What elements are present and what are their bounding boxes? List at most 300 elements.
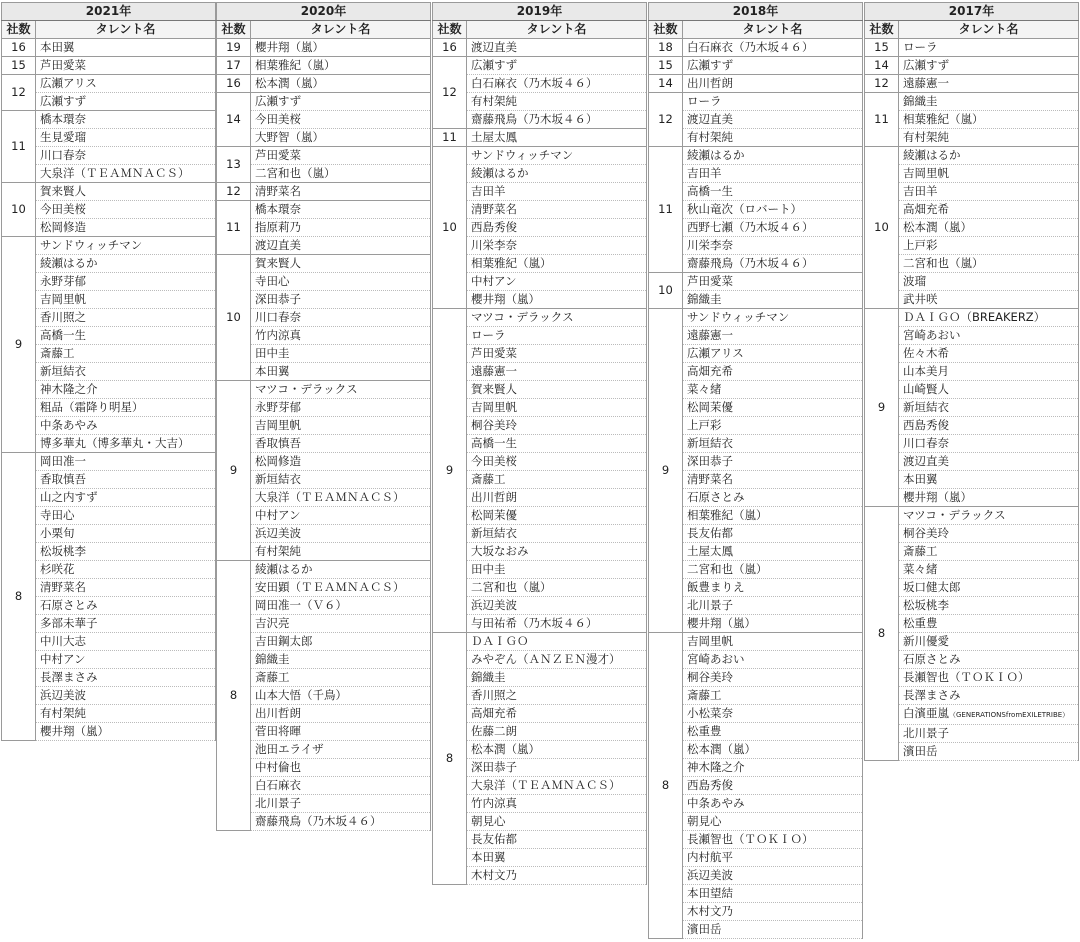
talent-name: マツコ・デラックス xyxy=(899,507,1079,525)
talent-name: 石原さとみ xyxy=(36,597,216,615)
talent-name: 生見愛瑠 xyxy=(36,129,216,147)
talent-name: 内村航平 xyxy=(683,849,863,867)
talent-name: 白石麻衣 xyxy=(251,777,431,795)
talent-name: 西島秀俊 xyxy=(899,417,1079,435)
talent-name: 白石麻衣（乃木坂４６） xyxy=(467,75,647,93)
talent-name: 賀来賢人 xyxy=(36,183,216,201)
table-row xyxy=(217,381,431,399)
talent-name: 出川哲朗 xyxy=(467,489,647,507)
talent-name: 永野芽郁 xyxy=(36,273,216,291)
talent-name: 坂口健太郎 xyxy=(899,579,1079,597)
talent-name: 神木隆之介 xyxy=(683,759,863,777)
talent-name: 二宮和也（嵐） xyxy=(683,561,863,579)
talent-name: 博多華丸（博多華丸・大吉） xyxy=(36,435,216,453)
count-header: 社数 xyxy=(2,21,36,39)
talent-name: 桐谷美玲 xyxy=(899,525,1079,543)
table-row xyxy=(2,75,216,93)
talent-name: 遠藤憲一 xyxy=(899,75,1079,93)
talent-name: 高橋一生 xyxy=(467,435,647,453)
table-row xyxy=(217,39,431,57)
company-count: 17 xyxy=(217,57,251,75)
talent-name: 櫻井翔（嵐） xyxy=(36,723,216,741)
talent-name: 吉岡里帆 xyxy=(467,399,647,417)
company-count: 15 xyxy=(649,57,683,75)
talent-name: 中村倫也 xyxy=(251,759,431,777)
company-count: 19 xyxy=(217,39,251,57)
talent-name: 高橋一生 xyxy=(683,183,863,201)
talent-name: 高畑充希 xyxy=(899,201,1079,219)
talent-name: 桐谷美玲 xyxy=(683,669,863,687)
talent-name: 小松菜奈 xyxy=(683,705,863,723)
talent-name: 高畑充希 xyxy=(467,705,647,723)
talent-name: 二宮和也（嵐） xyxy=(899,255,1079,273)
table-row xyxy=(649,633,863,651)
talent-name: 岡田准一（Ｖ６） xyxy=(251,597,431,615)
talent-name: 寺田心 xyxy=(36,507,216,525)
talent-name: 綾瀬はるか xyxy=(36,255,216,273)
table-row xyxy=(649,273,863,291)
talent-name: 有村架純 xyxy=(467,93,647,111)
talent-name: 齋藤飛鳥（乃木坂４６） xyxy=(251,813,431,831)
talent-name: 田中圭 xyxy=(467,561,647,579)
table-row xyxy=(433,633,647,651)
talent-name: 池田エライザ xyxy=(251,741,431,759)
talent-name: 渡辺直美 xyxy=(683,111,863,129)
company-count: 15 xyxy=(865,39,899,57)
talent-name: 芦田愛菜 xyxy=(683,273,863,291)
talent-name: 本田翼 xyxy=(899,471,1079,489)
talent-name: 清野菜名 xyxy=(467,201,647,219)
talent-name: 浜辺美波 xyxy=(683,867,863,885)
talent-name: 与田祐希（乃木坂４６） xyxy=(467,615,647,633)
talent-name: 吉田鋼太郎 xyxy=(251,633,431,651)
count-header: 社数 xyxy=(865,21,899,39)
company-count: 16 xyxy=(2,39,36,57)
company-count: 10 xyxy=(649,273,683,309)
talent-name: 二宮和也（嵐） xyxy=(467,579,647,597)
talent-name: 齋藤飛鳥（乃木坂４６） xyxy=(467,111,647,129)
company-count: 8 xyxy=(2,453,36,741)
year-title: 2017年 xyxy=(865,3,1079,21)
talent-name: 白石麻衣（乃木坂４６） xyxy=(683,39,863,57)
talent-name: 斎藤工 xyxy=(251,669,431,687)
table-row xyxy=(217,57,431,75)
talent-header: タレント名 xyxy=(36,21,216,39)
talent-name: 齋藤飛鳥（乃木坂４６） xyxy=(683,255,863,273)
company-count: 9 xyxy=(649,309,683,633)
talent-name: 神木隆之介 xyxy=(36,381,216,399)
talent-name: 浜辺美波 xyxy=(36,687,216,705)
company-count: 10 xyxy=(433,147,467,309)
count-header: 社数 xyxy=(433,21,467,39)
talent-name: 綾瀬はるか xyxy=(683,147,863,165)
talent-name: 相葉雅紀（嵐） xyxy=(899,111,1079,129)
talent-name: 本田翼 xyxy=(467,849,647,867)
talent-name: 朝見心 xyxy=(683,813,863,831)
talent-name: 松本潤（嵐） xyxy=(251,75,431,93)
table-row xyxy=(2,39,216,57)
talent-name: 竹内涼真 xyxy=(467,795,647,813)
talent-name: 粗品（霜降り明星） xyxy=(36,399,216,417)
talent-name: 松本潤（嵐） xyxy=(899,219,1079,237)
talent-name: 出川哲朗 xyxy=(683,75,863,93)
talent-name: 吉田羊 xyxy=(899,183,1079,201)
talent-name: 遠藤憲一 xyxy=(683,327,863,345)
talent-name: 遠藤憲一 xyxy=(467,363,647,381)
table-row xyxy=(217,201,431,219)
talent-header: タレント名 xyxy=(251,21,431,39)
talent-name: 松本潤（嵐） xyxy=(683,741,863,759)
company-count: 11 xyxy=(217,201,251,255)
talent-name: 石原さとみ xyxy=(683,489,863,507)
year-table-2017 xyxy=(864,2,1079,761)
talent-name: 清野菜名 xyxy=(683,471,863,489)
group-suffix: （GENERATIONSfromEXILETRIBE） xyxy=(949,711,1070,719)
talent-name: 櫻井翔（嵐） xyxy=(899,489,1079,507)
talent-name: 木村文乃 xyxy=(467,867,647,885)
talent-name: 木村文乃 xyxy=(683,903,863,921)
talent-name: 新垣結衣 xyxy=(683,435,863,453)
talent-name: 松岡修造 xyxy=(36,219,216,237)
talent-name: 秋山竜次（ロバート） xyxy=(683,201,863,219)
talent-name: ＤＡＩＧＯ（BREAKERZ） xyxy=(899,309,1079,327)
year-table-2020 xyxy=(216,2,431,831)
company-count: 10 xyxy=(2,183,36,237)
talent-name: 桐谷美玲 xyxy=(467,417,647,435)
company-count: 15 xyxy=(2,57,36,75)
talent-name: 朝見心 xyxy=(467,813,647,831)
table-row xyxy=(433,309,647,327)
talent-name: 佐藤二朗 xyxy=(467,723,647,741)
talent-name: 櫻井翔（嵐） xyxy=(251,39,431,57)
talent-name: 大野智（嵐） xyxy=(251,129,431,147)
talent-name: 北川景子 xyxy=(683,597,863,615)
company-count: 13 xyxy=(217,147,251,183)
talent-name: 吉岡里帆 xyxy=(251,417,431,435)
talent-name: 川栄李奈 xyxy=(467,237,647,255)
table-row xyxy=(2,183,216,201)
talent-name: 大坂なおみ xyxy=(467,543,647,561)
table-row xyxy=(649,147,863,165)
talent-name: 杉咲花 xyxy=(36,561,216,579)
talent-name: 斎藤工 xyxy=(683,687,863,705)
talent-name: 錦織圭 xyxy=(467,669,647,687)
talent-name: 芦田愛菜 xyxy=(467,345,647,363)
talent-name: 広瀬アリス xyxy=(683,345,863,363)
table-row xyxy=(2,111,216,129)
talent-name: 吉沢亮 xyxy=(251,615,431,633)
talent-name: 清野菜名 xyxy=(36,579,216,597)
table-row xyxy=(433,129,647,147)
talent-name: マツコ・デラックス xyxy=(251,381,431,399)
talent-name: 大泉洋（ＴＥＡＭＮＡＣＳ） xyxy=(251,489,431,507)
talent-name: サンドウィッチマン xyxy=(683,309,863,327)
talent-name: 松重豊 xyxy=(683,723,863,741)
talent-name: 今田美桜 xyxy=(467,453,647,471)
talent-name: ＤＡＩＧＯ xyxy=(467,633,647,651)
table-row xyxy=(217,147,431,165)
company-count: 8 xyxy=(865,507,899,761)
company-count: 12 xyxy=(865,75,899,93)
year-table-2018 xyxy=(648,2,863,939)
table-row xyxy=(649,309,863,327)
talent-name: 川口春奈 xyxy=(36,147,216,165)
year-table-2021 xyxy=(1,2,216,741)
talent-name: 安田顕（ＴＥＡＭＮＡＣＳ） xyxy=(251,579,431,597)
talent-name: 芦田愛菜 xyxy=(251,147,431,165)
year-title: 2019年 xyxy=(433,3,647,21)
talent-name: 清野菜名 xyxy=(251,183,431,201)
talent-name: 広瀬アリス xyxy=(36,75,216,93)
talent-header: タレント名 xyxy=(683,21,863,39)
talent-name: 新川優愛 xyxy=(899,633,1079,651)
talent-name: 斎藤工 xyxy=(467,471,647,489)
talent-name: 松本潤（嵐） xyxy=(467,741,647,759)
talent-name: 西島秀俊 xyxy=(683,777,863,795)
company-count: 14 xyxy=(649,75,683,93)
talent-name: 橋本環奈 xyxy=(36,111,216,129)
talent-name: 中条あやみ xyxy=(683,795,863,813)
talent-name: 吉田羊 xyxy=(467,183,647,201)
company-count: 10 xyxy=(865,147,899,309)
talent-name: 渡辺直美 xyxy=(467,39,647,57)
company-count: 14 xyxy=(865,57,899,75)
talent-name: 指原莉乃 xyxy=(251,219,431,237)
talent-name: 吉岡里帆 xyxy=(899,165,1079,183)
talent-name: 櫻井翔（嵐） xyxy=(467,291,647,309)
company-count: 11 xyxy=(433,129,467,147)
company-count: 11 xyxy=(865,93,899,147)
talent-name: 広瀬すず xyxy=(467,57,647,75)
company-count: 12 xyxy=(433,57,467,129)
talent-name: 菅田将暉 xyxy=(251,723,431,741)
company-count: 12 xyxy=(217,183,251,201)
table-row xyxy=(2,237,216,255)
talent-name: 上戸彩 xyxy=(683,417,863,435)
table-row xyxy=(217,255,431,273)
talent-name: 北川景子 xyxy=(899,725,1079,743)
company-count: 10 xyxy=(217,255,251,381)
talent-name: 賀来賢人 xyxy=(467,381,647,399)
table-row xyxy=(2,57,216,75)
company-count: 8 xyxy=(433,633,467,885)
talent-name: 有村架純 xyxy=(36,705,216,723)
talent-name: 松坂桃李 xyxy=(36,543,216,561)
talent-name: 西野七瀬（乃木坂４６） xyxy=(683,219,863,237)
talent-name: 深田恭子 xyxy=(251,291,431,309)
talent-name: 綾瀬はるか xyxy=(899,147,1079,165)
talent-name: 深田恭子 xyxy=(683,453,863,471)
talent-name: 中条あやみ xyxy=(36,417,216,435)
talent-name: 上戸彩 xyxy=(899,237,1079,255)
table-row xyxy=(865,507,1079,525)
table-row xyxy=(865,309,1079,327)
talent-name: 川口春奈 xyxy=(251,309,431,327)
company-count: 18 xyxy=(649,39,683,57)
talent-name: みやぞん（ＡＮＺＥＮ漫才） xyxy=(467,651,647,669)
year-title: 2018年 xyxy=(649,3,863,21)
talent-name: ローラ xyxy=(467,327,647,345)
talent-name: 渡辺直美 xyxy=(251,237,431,255)
talent-name: 濱田岳 xyxy=(899,743,1079,761)
talent-name: 白濱亜嵐（GENERATIONSfromEXILETRIBE） xyxy=(899,705,1079,725)
talent-name: 山本美月 xyxy=(899,363,1079,381)
talent-name: 松坂桃李 xyxy=(899,597,1079,615)
count-header: 社数 xyxy=(217,21,251,39)
talent-header: タレント名 xyxy=(467,21,647,39)
talent-name: サンドウィッチマン xyxy=(467,147,647,165)
talent-name: 菜々緒 xyxy=(683,381,863,399)
talent-name: 長澤まさみ xyxy=(36,669,216,687)
talent-name: 香取慎吾 xyxy=(36,471,216,489)
talent-name: 賀来賢人 xyxy=(251,255,431,273)
table-row xyxy=(433,147,647,165)
table-row xyxy=(865,39,1079,57)
talent-name: 橋本環奈 xyxy=(251,201,431,219)
talent-name: 田中圭 xyxy=(251,345,431,363)
talent-name: 浜辺美波 xyxy=(467,597,647,615)
talent-name: 山之内すず xyxy=(36,489,216,507)
table-row xyxy=(649,57,863,75)
year-title: 2020年 xyxy=(217,3,431,21)
talent-name: 武井咲 xyxy=(899,291,1079,309)
company-count: 12 xyxy=(649,93,683,147)
talent-name: 新垣結衣 xyxy=(899,399,1079,417)
talent-name: 山崎賢人 xyxy=(899,381,1079,399)
talent-name: 多部未華子 xyxy=(36,615,216,633)
talent-name: 長澤まさみ xyxy=(899,687,1079,705)
table-row xyxy=(649,93,863,111)
talent-name: 今田美桜 xyxy=(36,201,216,219)
table-row xyxy=(649,39,863,57)
talent-name: 竹内涼真 xyxy=(251,327,431,345)
talent-name: 高畑充希 xyxy=(683,363,863,381)
talent-name: 綾瀬はるか xyxy=(251,561,431,579)
talent-name: 有村架純 xyxy=(251,543,431,561)
talent-name: 広瀬すず xyxy=(36,93,216,111)
talent-name: 相葉雅紀（嵐） xyxy=(683,507,863,525)
talent-name: サンドウィッチマン xyxy=(36,237,216,255)
talent-name: 斎藤工 xyxy=(899,543,1079,561)
company-count: 9 xyxy=(217,381,251,561)
talent-name: 飯豊まりえ xyxy=(683,579,863,597)
talent-name: 長瀬智也（ＴＯＫＩＯ） xyxy=(683,831,863,849)
company-count: 8 xyxy=(217,561,251,831)
talent-name: 有村架純 xyxy=(683,129,863,147)
talent-name: 菜々緒 xyxy=(899,561,1079,579)
talent-name: 中村アン xyxy=(467,273,647,291)
table-row xyxy=(865,147,1079,165)
table-row xyxy=(217,75,431,93)
talent-name: 櫻井翔（嵐） xyxy=(683,615,863,633)
talent-name: 寺田心 xyxy=(251,273,431,291)
talent-name: 出川哲朗 xyxy=(251,705,431,723)
talent-name: 小栗旬 xyxy=(36,525,216,543)
talent-name: 錦織圭 xyxy=(251,651,431,669)
talent-name: 浜辺美波 xyxy=(251,525,431,543)
talent-name: 永野芽郁 xyxy=(251,399,431,417)
talent-name: 石原さとみ xyxy=(899,651,1079,669)
talent-name: 高橋一生 xyxy=(36,327,216,345)
talent-name: 中村アン xyxy=(36,651,216,669)
talent-name: 綾瀬はるか xyxy=(467,165,647,183)
talent-name: 吉岡里帆 xyxy=(36,291,216,309)
company-count: 12 xyxy=(2,75,36,111)
talent-name: 相葉雅紀（嵐） xyxy=(467,255,647,273)
company-count: 9 xyxy=(433,309,467,633)
talent-name: 濱田岳 xyxy=(683,921,863,939)
talent-name: 錦織圭 xyxy=(683,291,863,309)
talent-name: 深田恭子 xyxy=(467,759,647,777)
talent-name: 渡辺直美 xyxy=(899,453,1079,471)
talent-name: 宮崎あおい xyxy=(683,651,863,669)
table-row xyxy=(865,75,1079,93)
table-row xyxy=(217,93,431,111)
table-row xyxy=(217,183,431,201)
talent-name: 広瀬すず xyxy=(899,57,1079,75)
talent-name: 斎藤工 xyxy=(36,345,216,363)
talent-name: 岡田准一 xyxy=(36,453,216,471)
talent-header: タレント名 xyxy=(899,21,1079,39)
company-count: 9 xyxy=(865,309,899,507)
talent-name: 香取慎吾 xyxy=(251,435,431,453)
company-count: 11 xyxy=(2,111,36,183)
talent-name: 広瀬すず xyxy=(683,57,863,75)
table-row xyxy=(865,57,1079,75)
talent-name: 香川照之 xyxy=(467,687,647,705)
talent-name: 川栄李奈 xyxy=(683,237,863,255)
table-row xyxy=(649,75,863,93)
talent-name: 今田美桜 xyxy=(251,111,431,129)
talent-name: 山本大悟（千鳥） xyxy=(251,687,431,705)
talent-name: 川口春奈 xyxy=(899,435,1079,453)
talent-name: 中村アン xyxy=(251,507,431,525)
table-row xyxy=(433,39,647,57)
company-count: 11 xyxy=(649,147,683,273)
talent-name: 吉田羊 xyxy=(683,165,863,183)
year-title: 2021年 xyxy=(2,3,216,21)
count-header: 社数 xyxy=(649,21,683,39)
company-count: 9 xyxy=(2,237,36,453)
talent-name: 土屋太鳳 xyxy=(683,543,863,561)
talent-name: 本田望結 xyxy=(683,885,863,903)
talent-name: 長友佑都 xyxy=(467,831,647,849)
talent-name: 大泉洋（ＴＥＡＭＮＡＣＳ） xyxy=(36,165,216,183)
talent-name: ローラ xyxy=(683,93,863,111)
talent-name: 本田翼 xyxy=(36,39,216,57)
talent-name: 土屋太鳳 xyxy=(467,129,647,147)
company-count: 14 xyxy=(217,93,251,147)
talent-name: 錦織圭 xyxy=(899,93,1079,111)
talent-name: 宮崎あおい xyxy=(899,327,1079,345)
talent-name: 新垣結衣 xyxy=(36,363,216,381)
talent-name: 相葉雅紀（嵐） xyxy=(251,57,431,75)
talent-name: 松岡茉優 xyxy=(467,507,647,525)
company-count: 16 xyxy=(433,39,467,57)
table-row xyxy=(217,561,431,579)
talent-name: 広瀬すず xyxy=(251,93,431,111)
talent-name: 松重豊 xyxy=(899,615,1079,633)
company-count: 8 xyxy=(649,633,683,939)
table-row xyxy=(433,57,647,75)
talent-name: 松岡修造 xyxy=(251,453,431,471)
talent-name: 有村架純 xyxy=(899,129,1079,147)
talent-name: 松岡茉優 xyxy=(683,399,863,417)
talent-name: 北川景子 xyxy=(251,795,431,813)
talent-name: 芦田愛菜 xyxy=(36,57,216,75)
talent-name: 波瑠 xyxy=(899,273,1079,291)
table-row xyxy=(865,93,1079,111)
